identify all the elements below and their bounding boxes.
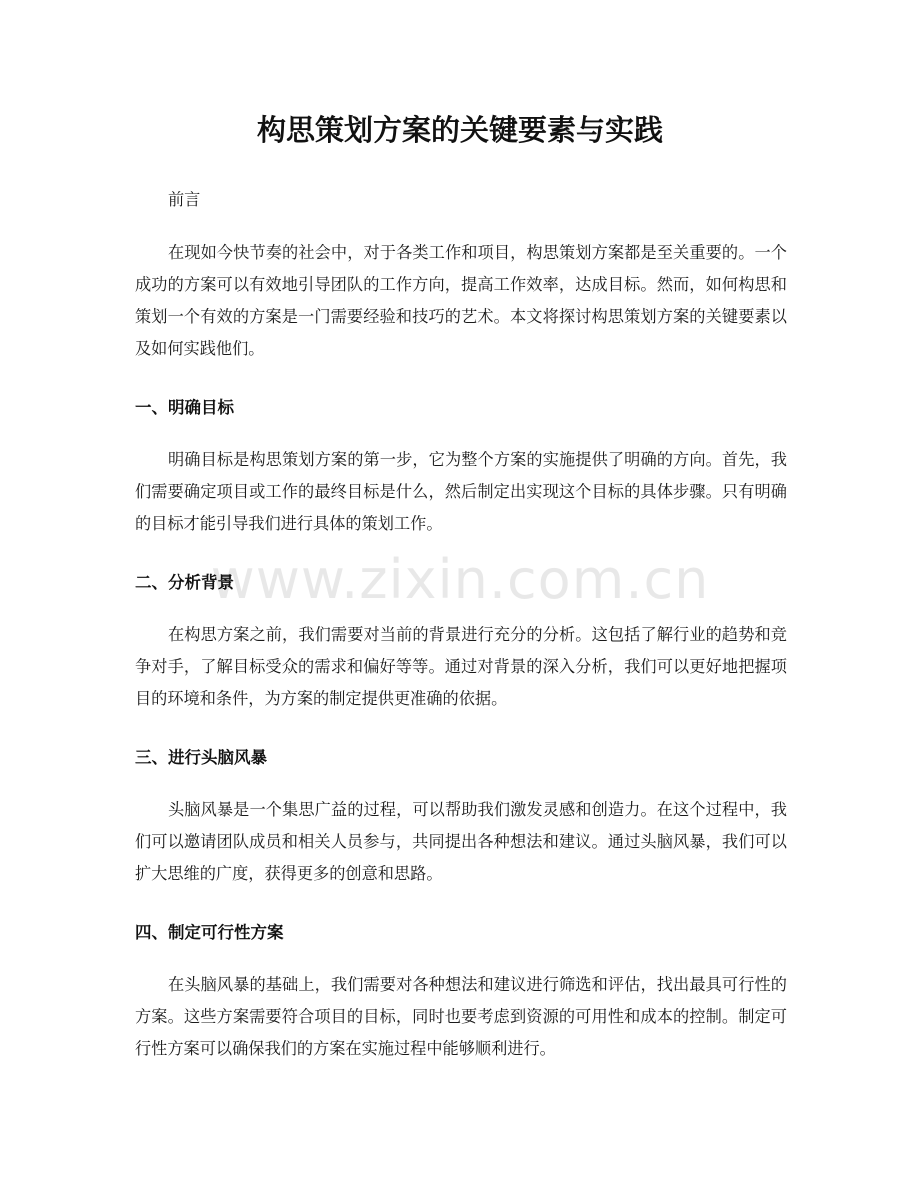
section-heading: 二、分析背景 xyxy=(135,573,234,592)
watermark: www.zixin.com.cn xyxy=(210,548,710,611)
section-paragraph: 在头脑风暴的基础上，我们需要对各种想法和建议进行筛选和评估，找出最具可行性的方案。这些方案需要符合项目的目标，同时也要考虑到资源的可用性和成本的控制。制定可行性方案可以确保我们的方案在实施过程中能够顺利进行。 xyxy=(135,975,787,1058)
section-heading: 四、制定可行性方案 xyxy=(135,923,284,942)
intro-label: 前言 xyxy=(168,190,201,209)
section-paragraph: 在构思方案之前，我们需要对当前的背景进行充分的分析。这包括了解行业的趋势和竞争对手，了解目标受众的需求和偏好等等。通过对背景的深入分析，我们可以更好地把握项目的环境和条件，为方案的制定提供更准确的依据。 xyxy=(135,625,787,708)
section-paragraph: 明确目标是构思策划方案的第一步，它为整个方案的实施提供了明确的方向。首先，我们需要确定项目或工作的最终目标是什么，然后制定出实现这个目标的具体步骤。只有明确的目标才能引导我们进行具体的策划工作。 xyxy=(135,450,787,533)
document-body xyxy=(135,184,787,1065)
section-heading: 三、进行头脑风暴 xyxy=(135,748,267,767)
section-4 xyxy=(135,917,787,1065)
section-1 xyxy=(135,392,787,540)
section-heading: 一、明确目标 xyxy=(135,398,234,417)
section-3 xyxy=(135,742,787,890)
intro-paragraph: 在现如今快节奏的社会中，对于各类工作和项目，构思策划方案都是至关重要的。一个成功的方案可以有效地引导团队的工作方向，提高工作效率，达成目标。然而，如何构思和策划一个有效的方案是一门需要经验和技巧的艺术。本文将探讨构思策划方案的关键要素以及如何实践他们。 xyxy=(135,243,787,358)
section-2 xyxy=(135,567,787,715)
section-paragraph: 头脑风暴是一个集思广益的过程，可以帮助我们激发灵感和创造力。在这个过程中，我们可以邀请团队成员和相关人员参与，共同提出各种想法和建议。通过头脑风暴，我们可以扩大思维的广度，获得更多的创意和思路。 xyxy=(135,800,787,883)
document-title: 构思策划方案的关键要素与实践 xyxy=(256,113,663,147)
